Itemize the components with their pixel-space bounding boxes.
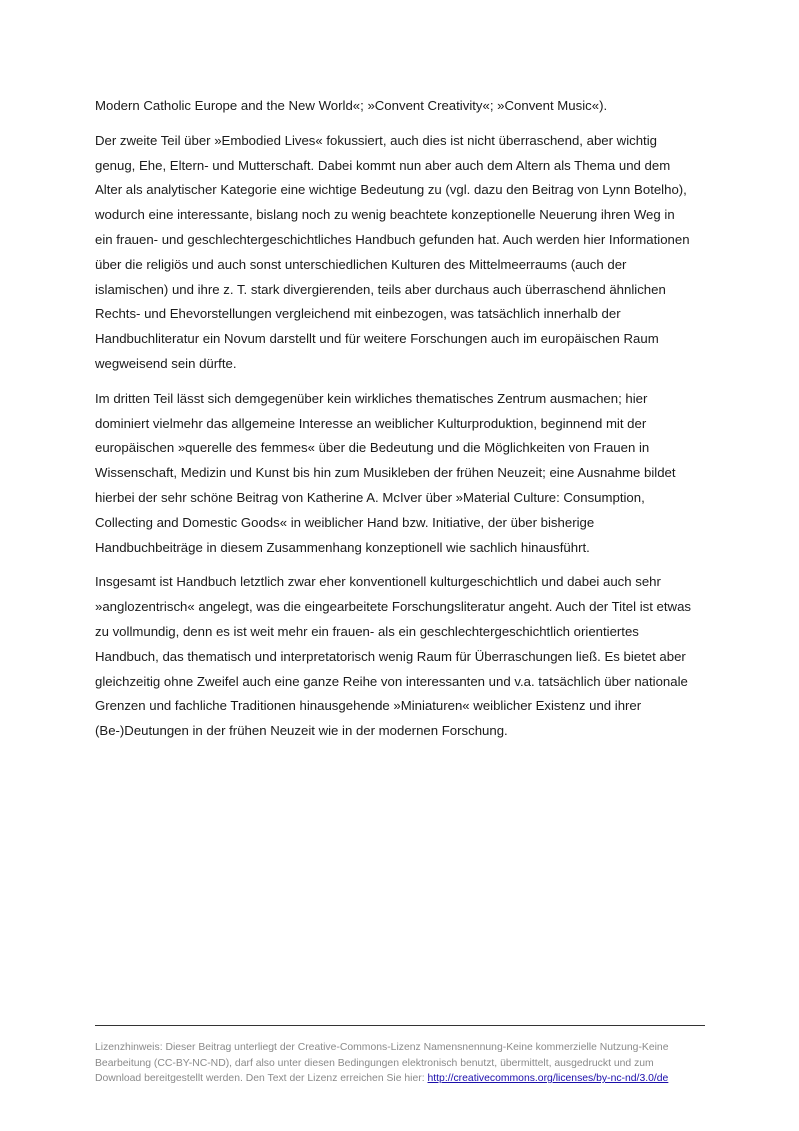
license-line bbox=[95, 1071, 705, 1087]
text-line: Wissenschaft, Medizin und Kunst bis hin zum Musikleben der frühen Neuzeit; eine Ausnahme bildet bbox=[95, 465, 676, 481]
license-line-prefix: Download bereitgestellt werden. Den Text der Lizenz erreichen Sie hier: bbox=[95, 1073, 428, 1084]
text-line: Handbuch, das thematisch und interpretatorisch wenig Raum für Überraschungen ließ. Es bietet aber bbox=[95, 648, 686, 664]
text-line: europäischen »querelle des femmes« über die Bedeutung und die Möglichkeiten von Frauen in bbox=[95, 440, 650, 456]
document-body bbox=[95, 94, 715, 754]
paragraph bbox=[95, 94, 715, 119]
text-line: Handbuchbeiträge in diesem Zusammenhang konzeptionell wie sachlich hinausführt. bbox=[95, 539, 590, 555]
text-line: Grenzen und fachliche Traditionen hinausgehende »Miniaturen« weiblicher Existenz und ihrer bbox=[95, 698, 642, 714]
text-line: (Be-)Deutungen in der frühen Neuzeit wie in der modernen Forschung. bbox=[95, 723, 508, 739]
text-line: wegweisend sein dürfte. bbox=[95, 355, 237, 371]
license-line: Bearbeitung (CC-BY-NC-ND), darf also unter diesen Bedingungen elektronisch benutzt, übermittelt, ausgedruckt und zum bbox=[95, 1057, 654, 1069]
text-line: dominiert vielmehr das allgemeine Interesse an weiblicher Kulturproduktion, beginnend mit der bbox=[95, 415, 647, 431]
text-line: zu vollmundig, denn es ist weit mehr ein frauen- als ein geschlechtergeschichtlich orientiertes bbox=[95, 623, 639, 639]
paragraph bbox=[95, 129, 715, 377]
text-line: Modern Catholic Europe and the New World«; »Convent Creativity«; »Convent Music«). bbox=[95, 98, 608, 113]
footer-divider bbox=[95, 1025, 705, 1026]
text-line: hierbei der sehr schöne Beitrag von Katherine A. McIver über »Material Culture: Consumption, bbox=[95, 489, 645, 505]
text-line: islamischen) und ihre z. T. stark divergierenden, teils aber durchaus auch überraschend ähnlichen bbox=[95, 281, 666, 297]
text-line: Insgesamt ist Handbuch letztlich zwar eher konventionell kulturgeschichtlich und dabei auch sehr bbox=[95, 574, 661, 590]
text-line: über die religiös und auch sonst unterschiedlichen Kulturen des Mittelmeerraums (auch der bbox=[95, 256, 627, 272]
text-line: Handbuchliteratur ein Novum darstellt und für weitere Forschungen auch im europäischen Raum bbox=[95, 331, 659, 347]
license-line: Lizenzhinweis: Dieser Beitrag unterliegt der Creative-Commons-Lizenz Namensnennung-Keine kommerzielle Nutzung-Keine bbox=[95, 1042, 669, 1053]
text-line: Im dritten Teil lässt sich demgegenüber kein wirkliches thematisches Zentrum ausmachen; hier bbox=[95, 390, 648, 406]
text-line: Alter als analytischer Kategorie eine wichtige Bedeutung zu (vgl. dazu den Beitrag von Lynn Botelho), bbox=[95, 182, 687, 198]
license-link[interactable]: http://creativecommons.org/licenses/by-nc-nd/3.0/de bbox=[427, 1073, 669, 1084]
text-line: Rechts- und Ehevorstellungen vergleichend mit einbezogen, was tatsächlich innerhalb der bbox=[95, 306, 621, 322]
text-line: wodurch eine interessante, bislang noch zu wenig beachtete konzeptionelle Neuerung ihren Weg in bbox=[95, 207, 675, 223]
text-line: genug, Ehe, Eltern- und Mutterschaft. Dabei kommt nun aber auch dem Altern als Thema und dem bbox=[95, 157, 671, 173]
text-line: Collecting and Domestic Goods« in weiblicher Hand bzw. Initiative, der über bisherige bbox=[95, 514, 595, 530]
text-line: Der zweite Teil über »Embodied Lives« fokussiert, auch dies ist nicht überraschend, aber wichtig bbox=[95, 132, 657, 148]
paragraph bbox=[95, 570, 715, 744]
text-line: gleichzeitig ohne Zweifel auch eine ganze Reihe von interessanten und v.a. tatsächlich über nationale bbox=[95, 673, 688, 689]
paragraph bbox=[95, 387, 715, 561]
text-line: ein frauen- und geschlechtergeschichtliches Handbuch gefunden hat. Auch werden hier Informationen bbox=[95, 231, 690, 247]
license-notice bbox=[95, 1040, 705, 1087]
license-footer bbox=[95, 1025, 705, 1087]
text-line: »anglozentrisch« angelegt, was die eingearbeitete Forschungsliteratur angeht. Auch der Titel ist etwas bbox=[95, 599, 691, 615]
